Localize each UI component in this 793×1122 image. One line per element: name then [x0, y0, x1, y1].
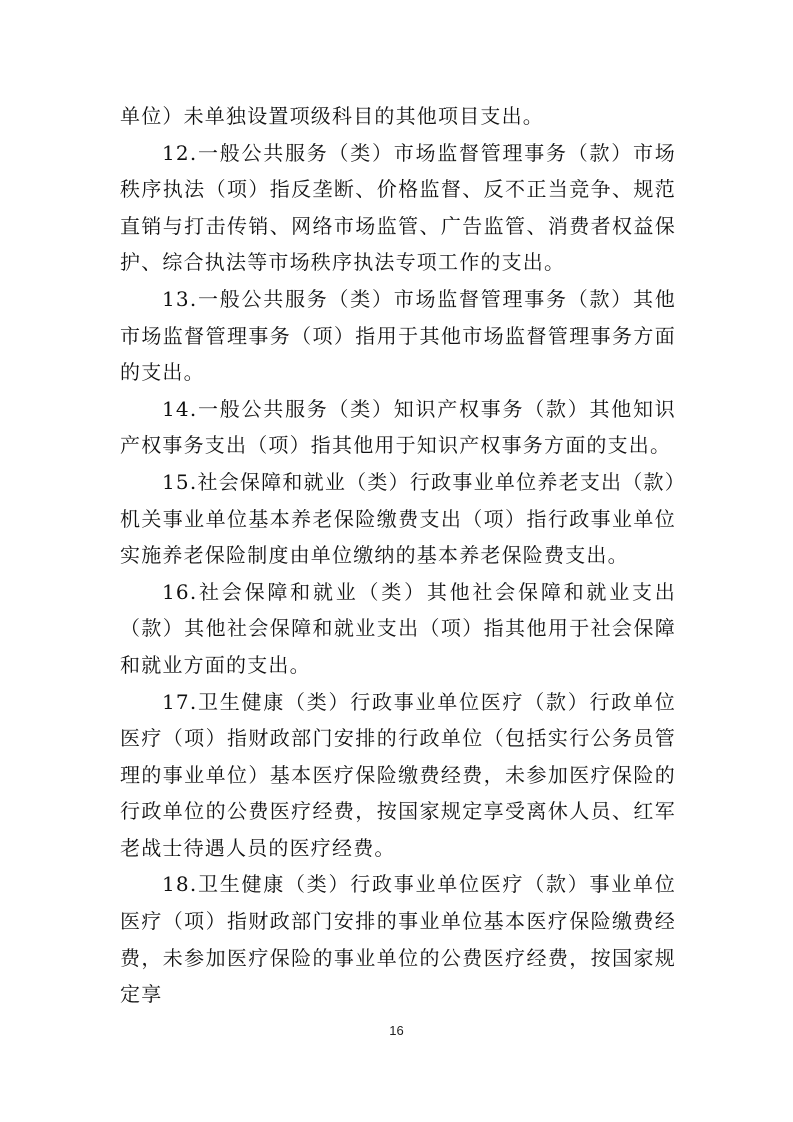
page-number: 16 [389, 1023, 404, 1038]
paragraph-item-13: 13.一般公共服务（类）市场监督管理事务（款）其他市场监督管理事务（项）指用于其他市场监督管理事务方面的支出。 [120, 286, 676, 385]
paragraph-item-15: 15.社会保障和就业（类）行政事业单位养老支出（款）机关事业单位基本养老保险缴费支出（项）指行政事业单位实施养老保险制度由单位缴纳的基本养老保险费支出。 [120, 469, 676, 568]
paragraph-continuation: 单位）未单独设置项级科目的其他项目支出。 [120, 104, 544, 128]
paragraph-item-16: 16.社会保障和就业（类）其他社会保障和就业支出（款）其他社会保障和就业支出（项）指其他用于社会保障和就业方面的支出。 [120, 579, 676, 677]
paragraph-item-12: 12.一般公共服务（类）市场监督管理事务（款）市场秩序执法（项）指反垄断、价格监督、反不正当竞争、规范直销与打击传销、网络市场监管、广告监管、消费者权益保护、综合执法等市场秩序执法专项工作的支出。 [120, 140, 676, 275]
paragraph-item-14: 14.一般公共服务（类）知识产权事务（款）其他知识产权事务支出（项）指其他用于知识产权事务方面的支出。 [120, 396, 676, 458]
document-body [120, 98, 676, 1013]
paragraph-item-18: 18.卫生健康（类）行政事业单位医疗（款）事业单位医疗（项）指财政部门安排的事业单位基本医疗保险缴费经费，未参加医疗保险的事业单位的公费医疗经费，按国家规定享 [120, 872, 676, 1007]
paragraph-item-17: 17.卫生健康（类）行政事业单位医疗（款）行政单位医疗（项）指财政部门安排的行政单位（包括实行公务员管理的事业单位）基本医疗保险缴费经费，未参加医疗保险的行政单位的公费医疗经费，按国家规定享受离休人员、红军老战士待遇人员的医疗经费。 [120, 689, 676, 860]
